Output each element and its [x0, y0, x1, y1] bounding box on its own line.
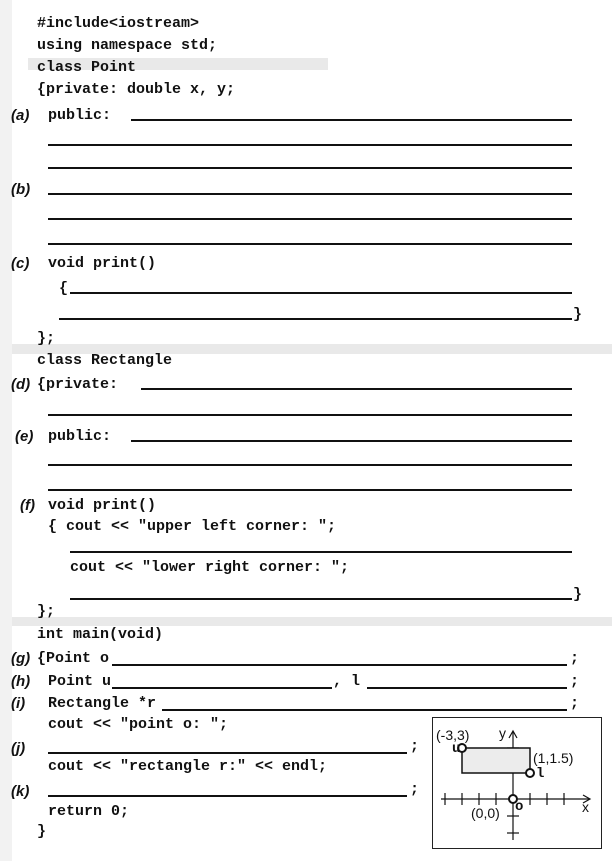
code-using: using namespace std;	[37, 37, 218, 54]
code-close-brace-f: }	[573, 586, 583, 603]
code-semicolon-k: ;	[410, 781, 420, 798]
code-comma-l: , l	[333, 673, 361, 690]
code-end-main: }	[37, 823, 47, 840]
blank-f-2[interactable]	[70, 598, 572, 600]
label-b: (b)	[11, 181, 31, 198]
y-axis-label: y	[499, 725, 506, 741]
label-c: (c)	[11, 255, 30, 272]
code-end-class-2: };	[37, 603, 56, 620]
label-a: (a)	[11, 107, 30, 124]
label-f: (f)	[20, 497, 35, 514]
bg-band-left	[0, 0, 12, 861]
code-semicolon-h: ;	[570, 673, 580, 690]
blank-a-2[interactable]	[48, 144, 572, 146]
origin-label: (0,0)	[471, 805, 500, 821]
lower-right-label: (1,1.5)	[533, 750, 574, 766]
blank-e-1[interactable]	[131, 440, 572, 442]
code-cout-upper: { cout << "upper left corner: ";	[48, 518, 337, 535]
code-semicolon-i: ;	[570, 695, 580, 712]
blank-h-l[interactable]	[367, 687, 567, 689]
code-cout-rect: cout << "rectangle r:" << endl;	[48, 758, 328, 775]
label-k: (k)	[11, 783, 30, 800]
code-semicolon-g: ;	[570, 650, 580, 667]
code-include: #include<iostream>	[37, 15, 200, 32]
code-private-rect: {private:	[37, 376, 119, 393]
label-g: (g)	[11, 650, 31, 667]
blank-a-3[interactable]	[48, 167, 572, 169]
code-point-u: Point u	[48, 673, 112, 690]
label-e: (e)	[15, 428, 34, 445]
code-semicolon-j: ;	[410, 738, 420, 755]
blank-h-u[interactable]	[112, 687, 332, 689]
blank-e-2[interactable]	[48, 464, 572, 466]
label-i: (i)	[11, 695, 26, 712]
code-end-class-1: };	[37, 330, 56, 347]
blank-d-1[interactable]	[141, 388, 572, 390]
label-j: (j)	[11, 740, 26, 757]
blank-g[interactable]	[112, 664, 567, 666]
blank-f-1[interactable]	[70, 551, 572, 553]
code-return: return 0;	[48, 803, 130, 820]
code-main: int main(void)	[37, 626, 164, 643]
code-public-rect: public:	[48, 428, 112, 445]
blank-c-1[interactable]	[70, 292, 572, 294]
blank-j[interactable]	[48, 752, 407, 754]
code-point-o: {Point o	[37, 650, 110, 667]
u-letter: u	[452, 741, 461, 757]
blank-i[interactable]	[162, 709, 567, 711]
code-cout-lower: cout << "lower right corner: ";	[70, 559, 350, 576]
upper-left-label: (-3,3)	[436, 727, 470, 743]
l-letter: l	[536, 766, 545, 782]
coordinate-diagram	[432, 717, 602, 849]
code-class-rect: class Rectangle	[37, 352, 173, 369]
blank-b-3[interactable]	[48, 243, 572, 245]
blank-c-2[interactable]	[59, 318, 572, 320]
code-close-brace-c: }	[573, 306, 583, 323]
blank-k[interactable]	[48, 795, 407, 797]
code-void-print-c: void print()	[48, 255, 157, 272]
rectangle-shape	[462, 748, 530, 773]
blank-d-2[interactable]	[48, 414, 572, 416]
blank-e-3[interactable]	[48, 489, 572, 491]
code-void-print-f: void print()	[48, 497, 157, 514]
label-h: (h)	[11, 673, 31, 690]
coordinate-diagram-svg	[433, 718, 601, 848]
blank-a-1[interactable]	[131, 119, 572, 121]
code-open-brace-c: {	[59, 280, 69, 297]
blank-b-1[interactable]	[48, 193, 572, 195]
code-class-point: class Point	[37, 59, 137, 76]
label-d: (d)	[11, 376, 31, 393]
code-rect-r: Rectangle *r	[48, 695, 157, 712]
blank-b-2[interactable]	[48, 218, 572, 220]
code-cout-point-o: cout << "point o: ";	[48, 716, 229, 733]
point-l-marker	[526, 769, 534, 777]
x-axis-label: x	[582, 799, 589, 815]
bg-band-3	[0, 617, 612, 626]
code-public-point: public:	[48, 107, 112, 124]
code-private-point: {private: double x, y;	[37, 81, 236, 98]
o-letter: o	[515, 799, 524, 815]
